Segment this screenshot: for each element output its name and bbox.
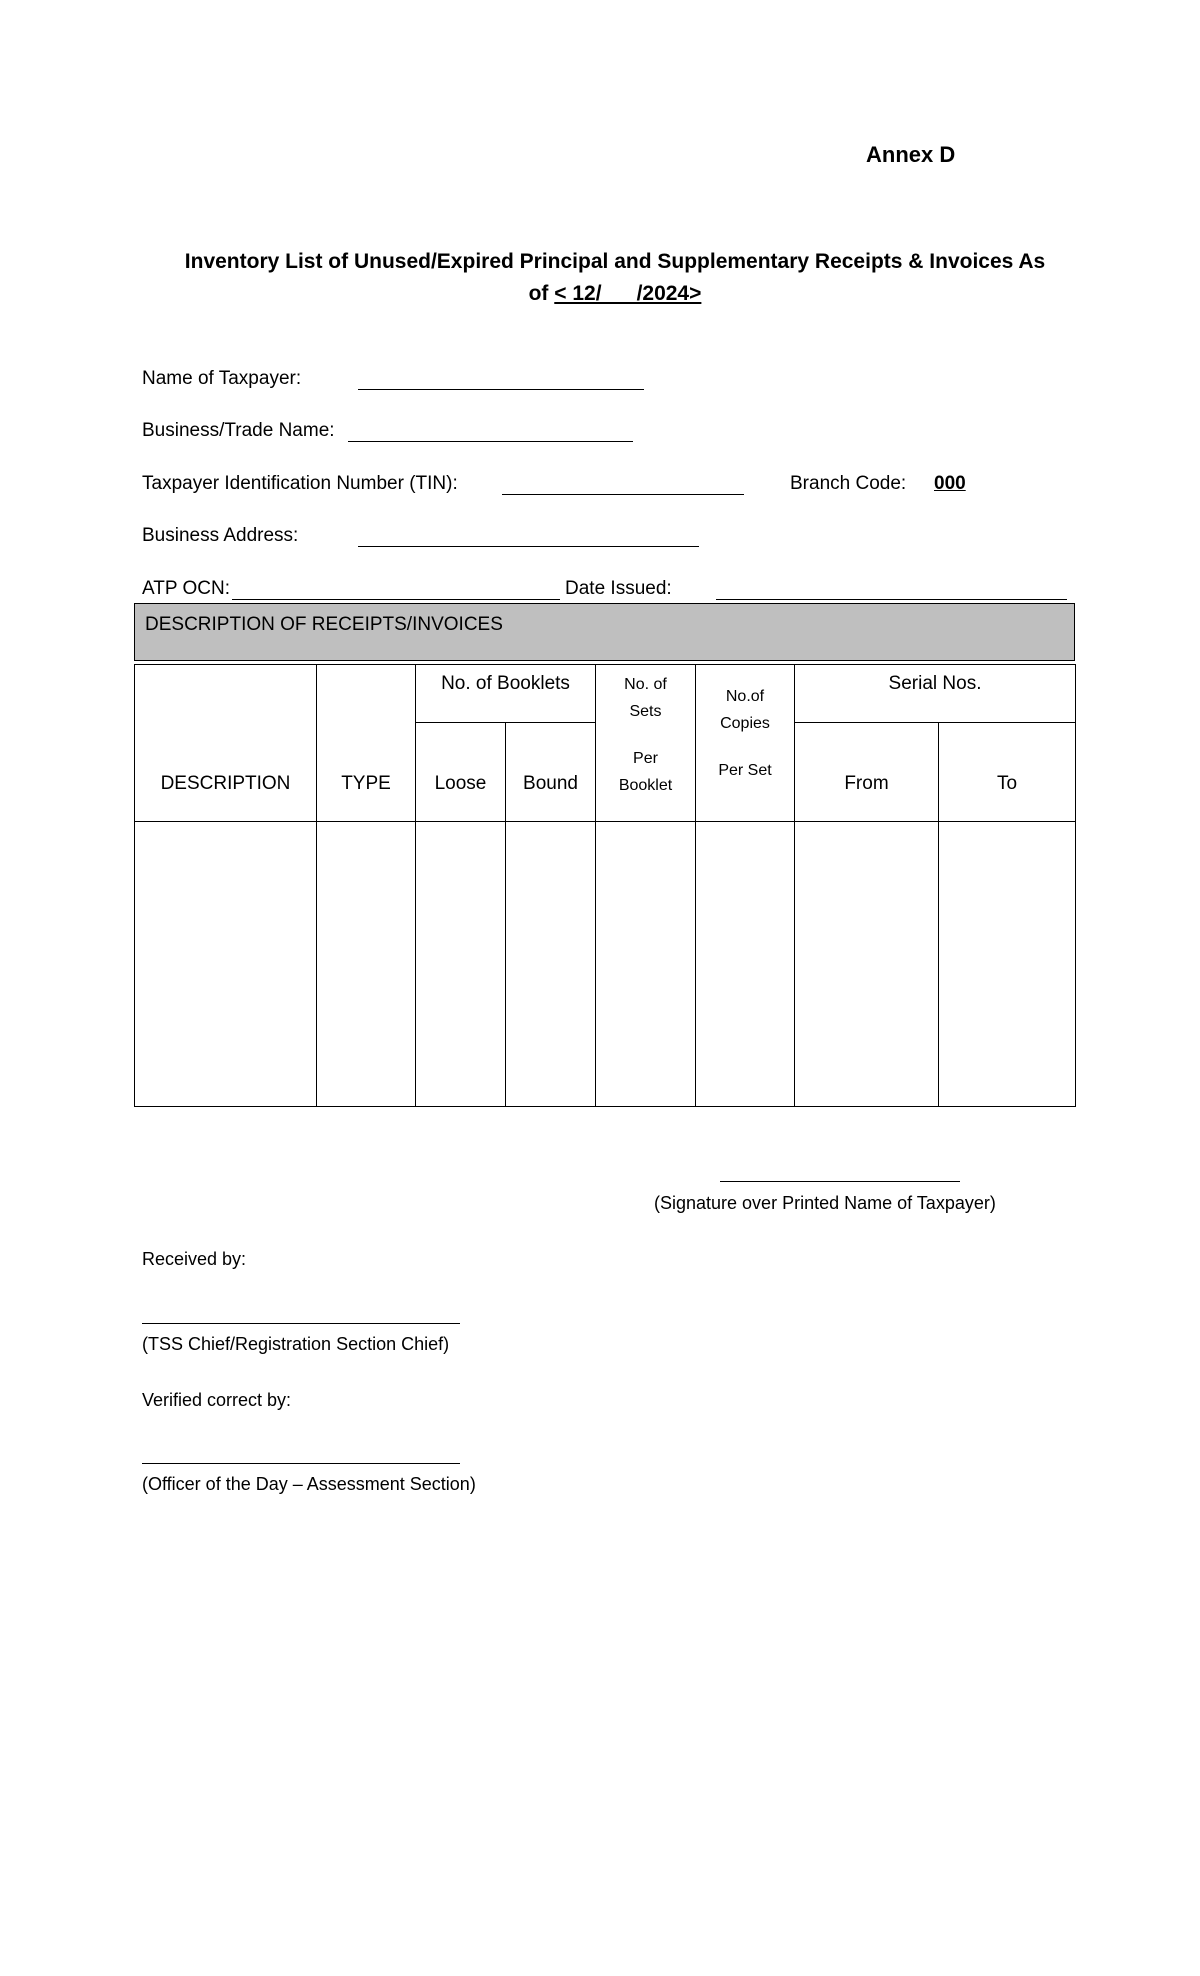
atp-ocn-field[interactable] (232, 599, 560, 600)
date-issued-label: Date Issued: (565, 578, 672, 599)
header-sets-line4: Booklet (618, 777, 673, 794)
officer-caption: (Officer of the Day – Assessment Section) (142, 1474, 476, 1494)
cell-from[interactable] (795, 822, 939, 1107)
business-name-label: Business/Trade Name: (142, 420, 335, 441)
received-by-label: Received by: (142, 1249, 247, 1269)
branch-code-value: 000 (934, 473, 966, 494)
tss-signature-line[interactable] (142, 1323, 460, 1324)
header-copies-line2: Copies (720, 715, 770, 732)
header-booklets: No. of Booklets (416, 665, 596, 723)
date-issued-field[interactable] (716, 599, 1067, 600)
business-address-label: Business Address: (142, 525, 299, 546)
tin-field[interactable] (502, 494, 744, 495)
taxpayer-signature-caption: (Signature over Printed Name of Taxpayer) (654, 1193, 996, 1213)
taxpayer-name-field[interactable] (358, 389, 644, 390)
header-sets-line3: Per (633, 750, 658, 767)
header-copies-line1: No.of (725, 688, 765, 705)
receipts-table (134, 603, 1075, 1107)
header-copies-line3: Per Set (718, 762, 772, 779)
header-bound: Bound (506, 723, 596, 822)
title-of: of (528, 282, 549, 305)
header-sets (596, 665, 696, 822)
header-type: TYPE (317, 665, 416, 822)
annex-label: Annex D (866, 142, 956, 167)
table-row (135, 822, 1076, 1107)
taxpayer-name-label: Name of Taxpayer: (142, 368, 302, 389)
title-date: < 12/ /2024> (554, 282, 702, 305)
branch-code-label: Branch Code: (790, 473, 907, 494)
header-loose: Loose (416, 723, 506, 822)
header-from: From (795, 723, 939, 822)
officer-signature-line[interactable] (142, 1463, 460, 1464)
cell-copies[interactable] (696, 822, 795, 1107)
cell-sets[interactable] (596, 822, 696, 1107)
header-serial: Serial Nos. (795, 665, 1076, 723)
business-name-field[interactable] (348, 441, 633, 442)
receipts-grid (134, 664, 1076, 1107)
header-sets-line2: Sets (629, 703, 662, 720)
business-address-field[interactable] (358, 546, 699, 547)
title-line-1: Inventory List of Unused/Expired Principal and Supplementary Receipts & Invoices As (184, 250, 1046, 273)
header-sets-line1: No. of (624, 676, 667, 693)
table-section-header: DESCRIPTION OF RECEIPTS/INVOICES (134, 603, 1075, 661)
taxpayer-signature-line[interactable] (720, 1181, 960, 1182)
page-title (150, 246, 1080, 310)
title-line-2 (150, 278, 1080, 310)
cell-bound[interactable] (506, 822, 596, 1107)
tin-label: Taxpayer Identification Number (TIN): (142, 473, 458, 494)
header-description: DESCRIPTION (135, 665, 317, 822)
cell-type[interactable] (317, 822, 416, 1107)
header-to: To (939, 723, 1076, 822)
atp-ocn-label: ATP OCN: (142, 578, 230, 599)
header-copies (696, 665, 795, 822)
cell-to[interactable] (939, 822, 1076, 1107)
tss-caption: (TSS Chief/Registration Section Chief) (142, 1334, 450, 1354)
verified-by-label: Verified correct by: (142, 1390, 292, 1410)
cell-description[interactable] (135, 822, 317, 1107)
cell-loose[interactable] (416, 822, 506, 1107)
